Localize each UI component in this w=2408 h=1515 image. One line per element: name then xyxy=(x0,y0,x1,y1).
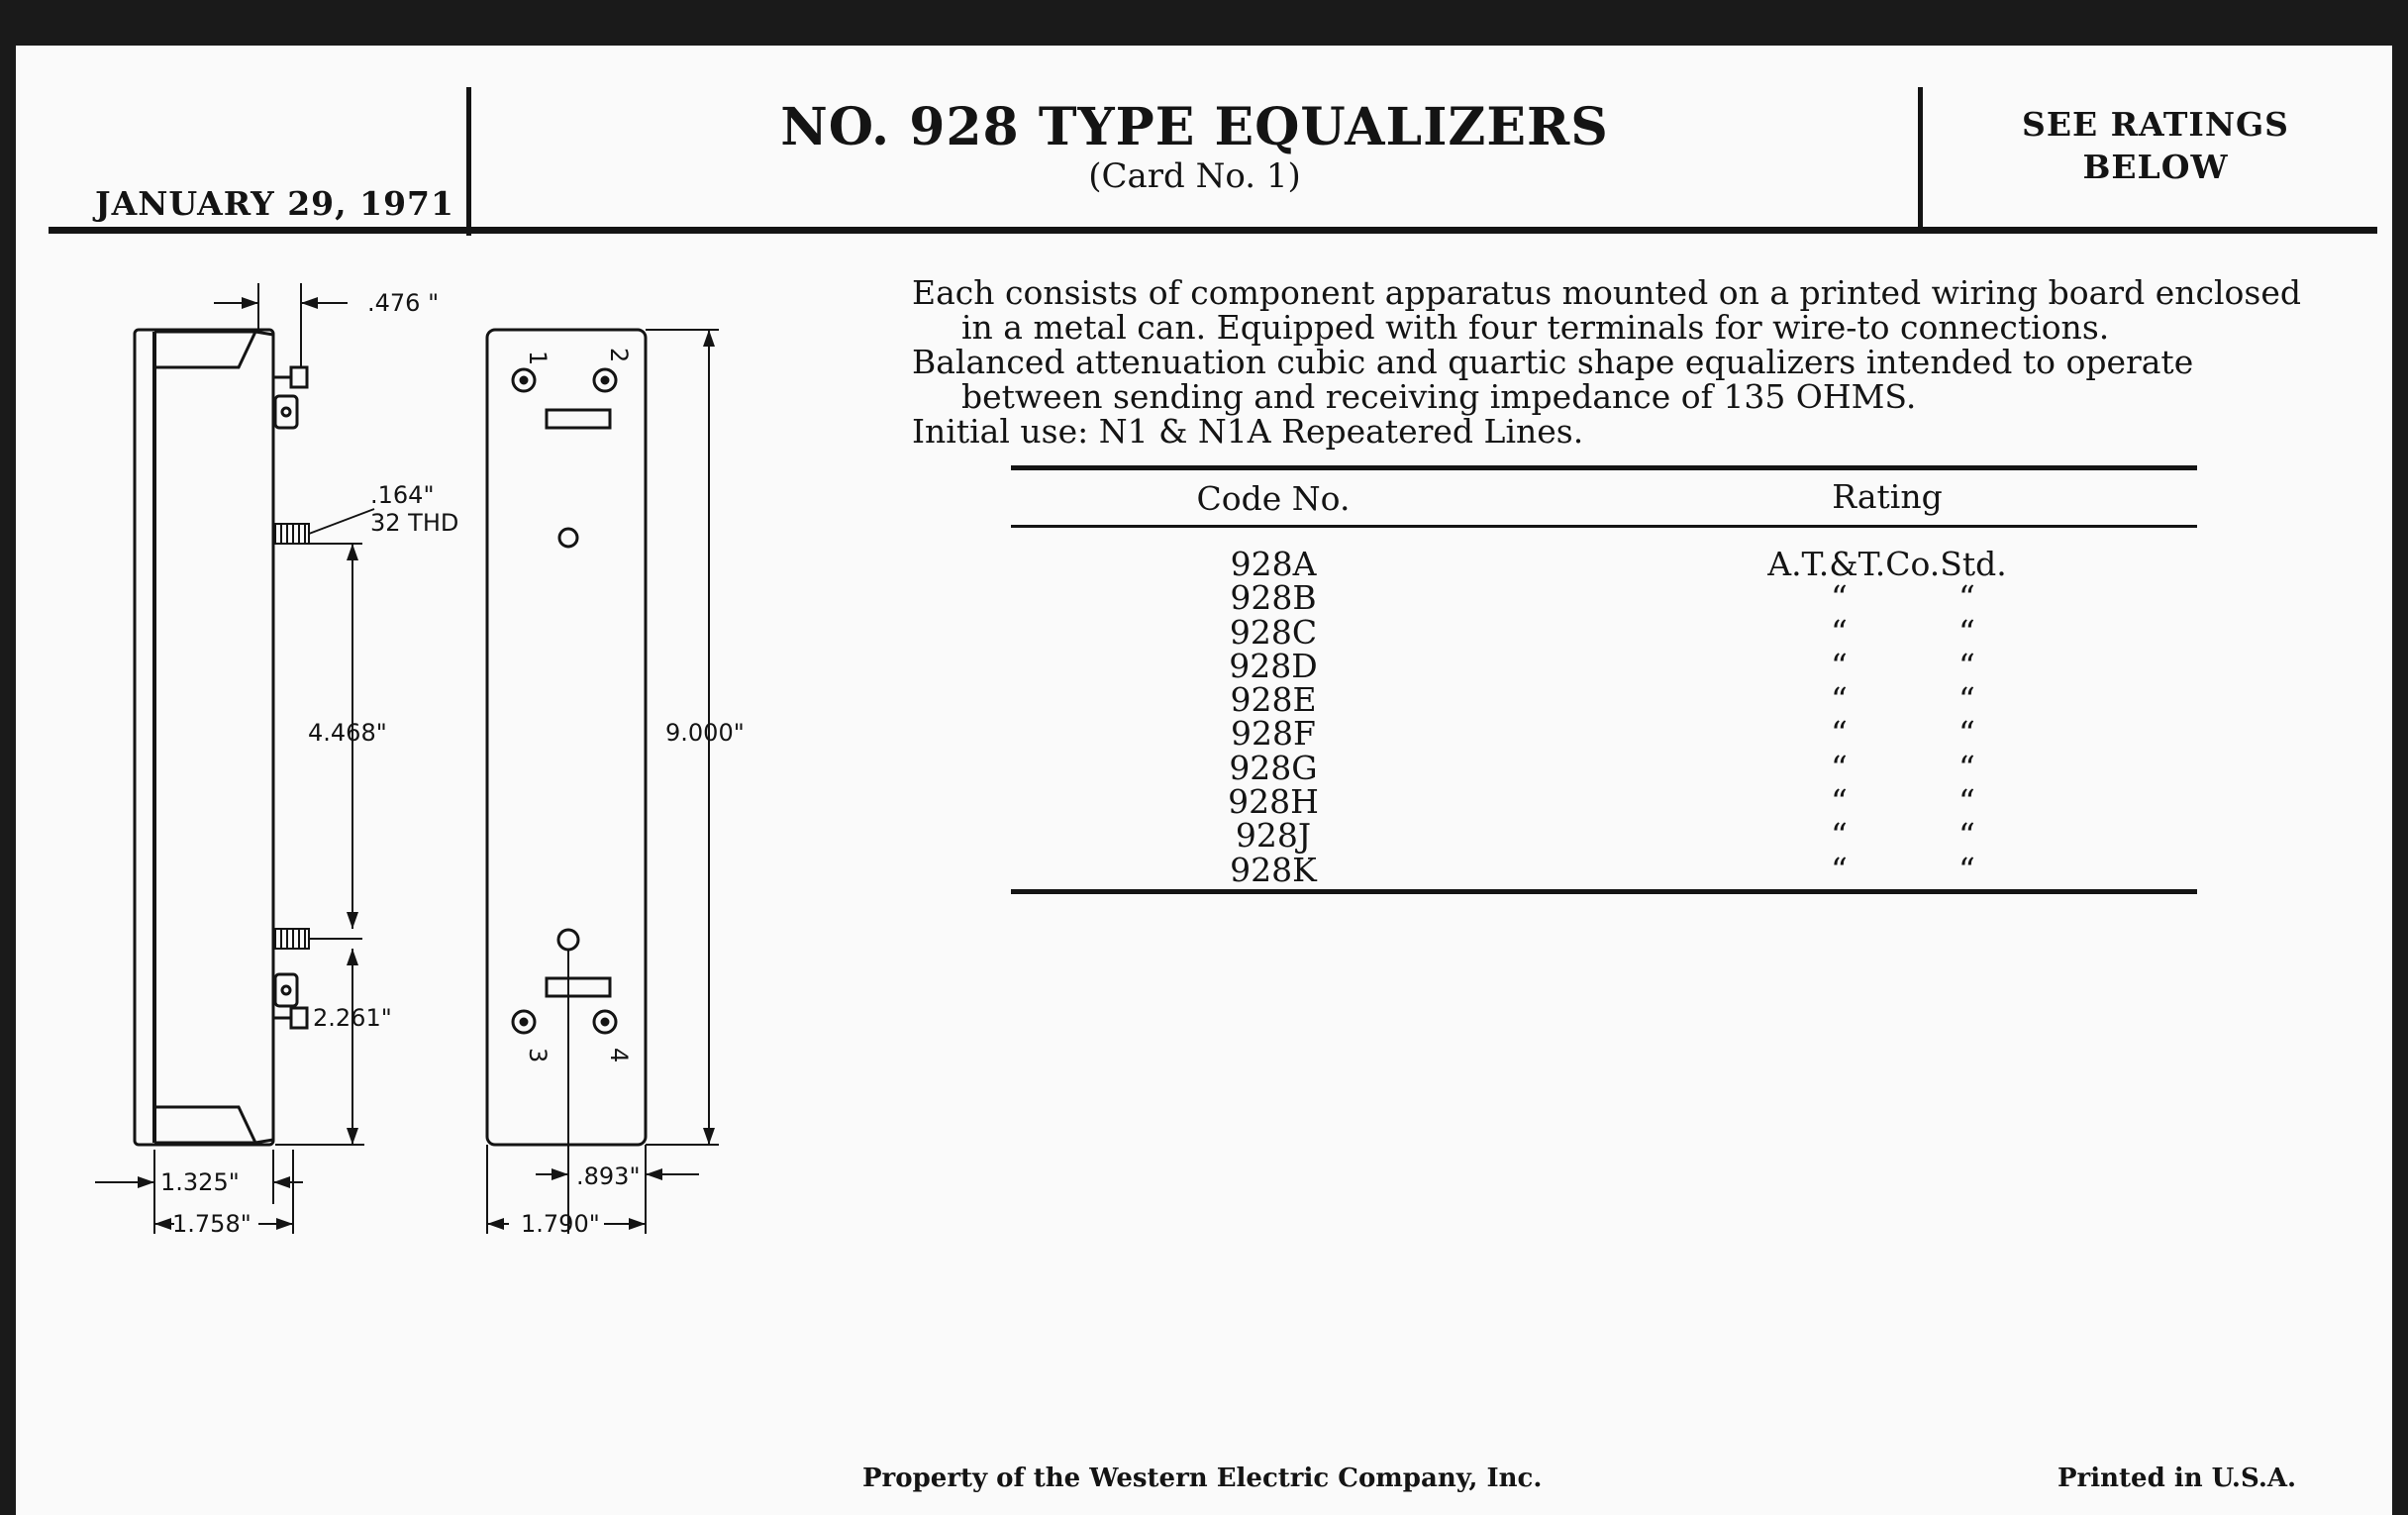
code-cell: 928G xyxy=(1229,748,1318,787)
description-line-1: Each consists of component apparatus mounted on a printed wiring board enclosed in a metal can. Equipped with four terminals for wire-to connections. xyxy=(912,273,2301,347)
ratings-note-line2: BELOW xyxy=(2082,148,2229,186)
top-slot xyxy=(547,410,610,428)
dim-thread-type: 32 THD xyxy=(370,509,459,537)
code-cell: 928H xyxy=(1228,782,1319,822)
ditto-mark: “ xyxy=(1831,850,1848,889)
equalizer-drawing xyxy=(16,46,2392,1515)
equalizer-card xyxy=(16,46,2392,1515)
code-cell: 928F xyxy=(1231,714,1316,754)
front-view-body xyxy=(487,330,646,1145)
code-cell: 928C xyxy=(1229,612,1318,652)
code-cell: 928K xyxy=(1230,850,1317,889)
ditto-mark: “ xyxy=(1958,748,1975,787)
terminal-label-1: 1 xyxy=(524,351,552,366)
dim-thread-size: .164" xyxy=(370,481,435,509)
ditto-mark: “ xyxy=(1958,714,1975,754)
ditto-mark: “ xyxy=(1831,714,1848,754)
top-mounting-hole xyxy=(559,529,577,547)
side-terminal-lug xyxy=(275,974,297,1006)
dim-9000: 9.000" xyxy=(665,719,745,747)
dim-4468: 4.468" xyxy=(308,719,387,747)
ditto-mark: “ xyxy=(1958,782,1975,822)
ditto-mark: “ xyxy=(1958,816,1975,856)
footer-printed: Printed in U.S.A. xyxy=(2057,1464,2297,1493)
code-cell: 928D xyxy=(1229,646,1318,685)
terminal-label-2: 2 xyxy=(605,348,633,363)
dim-2261: 2.261" xyxy=(313,1004,392,1032)
table-header-code: Code No. xyxy=(1196,479,1351,518)
dim-1758: 1.758" xyxy=(172,1210,251,1238)
ditto-mark: “ xyxy=(1958,850,1975,889)
description-line-3: Initial use: N1 & N1A Repeatered Lines. xyxy=(912,412,1584,451)
ditto-mark: “ xyxy=(1831,748,1848,787)
terminal-label-3: 3 xyxy=(524,1048,552,1063)
rating-cell: A.T.&T.Co.Std. xyxy=(1767,545,2007,583)
bottom-slot xyxy=(547,978,610,996)
ditto-mark: “ xyxy=(1958,612,1975,652)
dim-1325: 1.325" xyxy=(160,1168,240,1196)
ditto-mark: “ xyxy=(1831,816,1848,856)
table-header-rating: Rating xyxy=(1832,477,1943,516)
ditto-mark: “ xyxy=(1831,646,1848,685)
card-title: NO. 928 TYPE EQUALIZERS xyxy=(780,97,1609,157)
ditto-mark: “ xyxy=(1831,578,1848,618)
ditto-mark: “ xyxy=(1958,578,1975,618)
side-view-top-bevel xyxy=(154,332,255,367)
code-cell: 928A xyxy=(1230,545,1317,583)
bottom-mounting-hole xyxy=(558,930,578,950)
dim-1790: 1.790" xyxy=(521,1210,600,1238)
ditto-mark: “ xyxy=(1958,680,1975,720)
dim-476: .476 " xyxy=(367,289,440,317)
side-view-bottom-bevel xyxy=(154,1107,255,1143)
ratings-note-line1: SEE RATINGS xyxy=(2021,105,2290,144)
terminal-label-4: 4 xyxy=(605,1048,633,1063)
dim-893: .893" xyxy=(576,1162,641,1190)
ditto-mark: “ xyxy=(1958,646,1975,685)
card-subtitle: (Card No. 1) xyxy=(1088,156,1301,196)
code-cell: 928B xyxy=(1230,578,1317,618)
ditto-mark: “ xyxy=(1831,612,1848,652)
threaded-stud-top xyxy=(275,524,309,544)
ditto-mark: “ xyxy=(1831,782,1848,822)
footer-property: Property of the Western Electric Company, Inc. xyxy=(862,1464,1543,1493)
ditto-mark: “ xyxy=(1831,680,1848,720)
card-date: JANUARY 29, 1971 xyxy=(95,184,454,223)
code-cell: 928J xyxy=(1235,816,1312,856)
description-line-2: Balanced attenuation cubic and quartic shape equalizers intended to operate between sending and receiving impedance of 135 OHMS. xyxy=(912,343,2194,416)
threaded-stud-bottom xyxy=(275,929,309,949)
side-terminal-lug xyxy=(275,396,297,428)
code-cell: 928E xyxy=(1230,680,1317,720)
